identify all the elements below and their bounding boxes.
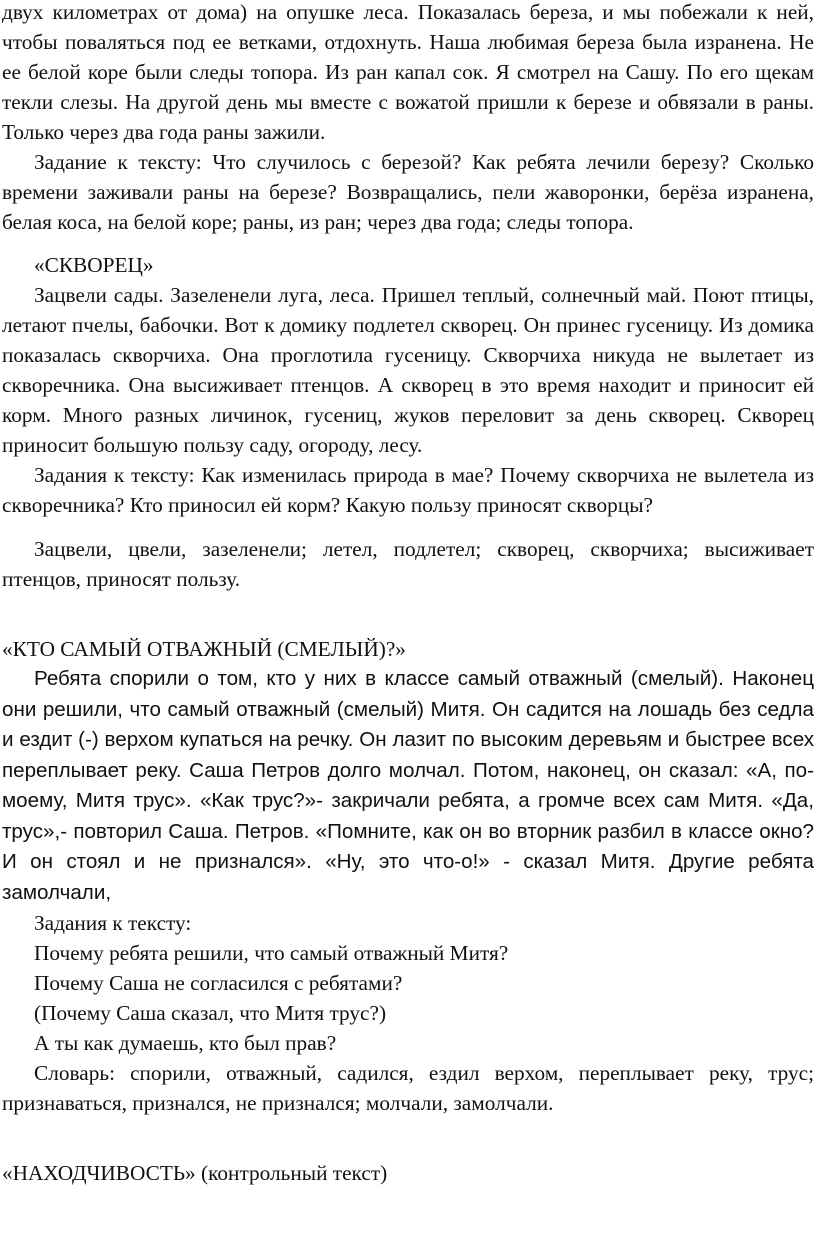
paragraph-skvorets-vocabulary: Зацвели, цвели, зазеленели; летел, подлетел; скворец, скворчиха; высиживает птенцов, приносят пользу.	[2, 537, 814, 591]
paragraph-skvorets-task: Задания к тексту: Как изменилась природа в мае? Почему скворчиха не вылетела из скворечника? Кто приносил ей корм? Какую пользу приносят скворцы?	[2, 463, 814, 517]
heading-nakhodchivost-title: «НАХОДЧИВОСТЬ»	[2, 1161, 196, 1185]
spacer	[2, 237, 814, 250]
heading-nakhodchivost-note: (контрольный текст)	[195, 1161, 388, 1185]
spacer	[2, 520, 814, 534]
paragraph-smely-vocabulary: Словарь: спорили, отважный, садился, ездил верхом, переплывает реку, трус; признаваться, признался, не признался; молчали, замолчали.	[2, 1061, 814, 1115]
spacer	[2, 1118, 814, 1158]
spacer	[2, 594, 814, 634]
task-line-question-1: Почему ребята решили, что самый отважный Митя?	[34, 941, 509, 965]
heading-skvorets: «СКВОРЕЦ»	[34, 253, 154, 277]
paragraph-bereza-end: двух километрах от дома) на опушке леса. Показалась береза, и мы побежали к ней, чтобы поваляться под ее ветками, отдохнуть. Наша любимая береза была изранена. Не ее белой коре были следы топора. Из ран капал сок. Я смотрел на Сашу. По его щекам текли слезы. На другой день мы вместе с вожатой пришли к березе и обвязали в раны. Только через два года раны зажили.	[2, 0, 814, 144]
heading-nakhodchivost	[2, 1158, 814, 1188]
paragraph-smely: Ребята спорили о том, кто у них в классе самый отважный (смелый). Наконец они решили, что самый отважный (смелый) Митя. Он садится на лошадь без седла и ездит (-) верхом купаться на речку. Он лазит по высоким деревьям и быстрее всех переплывает реку. Саша Петров долго молчал. Потом, наконец, он сказал: «А, по-моему, Митя трус». «Как трус?»- закричали ребята, а громче всех сам Митя. «Да, трус»,- повторил Саша. Петров. «Помните, как он во вторник разбил в классе окно? И он стоял и не признался». «Ну, это что-о!» - сказал Митя. Другие ребята замолчали,	[2, 667, 814, 904]
task-line-question-3: (Почему Саша сказал, что Митя трус?)	[34, 1001, 387, 1025]
task-line-heading: Задания к тексту:	[34, 911, 192, 935]
paragraph-skvorets: Зацвели сады. Зазеленели луга, леса. Пришел теплый, солнечный май. Поют птицы, летают пчелы, бабочки. Вот к домику подлетел скворец. Он принес гусеницу. Из домика показалась скворчиха. Она проглотила гусеницу. Скворчиха никуда не вылетает из скворечника. Она высиживает птенцов. А скворец в это время находит и приносит ей корм. Много разных личинок, гусениц, жуков переловит за день скворец. Скворец приносит большую пользу саду, огороду, лесу.	[2, 283, 814, 457]
task-line-question-4: А ты как думаешь, кто был прав?	[34, 1031, 337, 1055]
paragraph-bereza-task: Задание к тексту: Что случилось с березой? Как ребята лечили березу? Сколько времени заживали раны на березе? Возвращались, пели жаворонки, берёза изранена, белая коса, на белой коре; раны, из ран; через два года; следы топора.	[2, 150, 814, 234]
task-line-question-2: Почему Саша не согласился с ребятами?	[34, 971, 403, 995]
heading-smely: «КТО САМЫЙ ОТВАЖНЫЙ (СМЕЛЫЙ)?»	[2, 637, 406, 661]
